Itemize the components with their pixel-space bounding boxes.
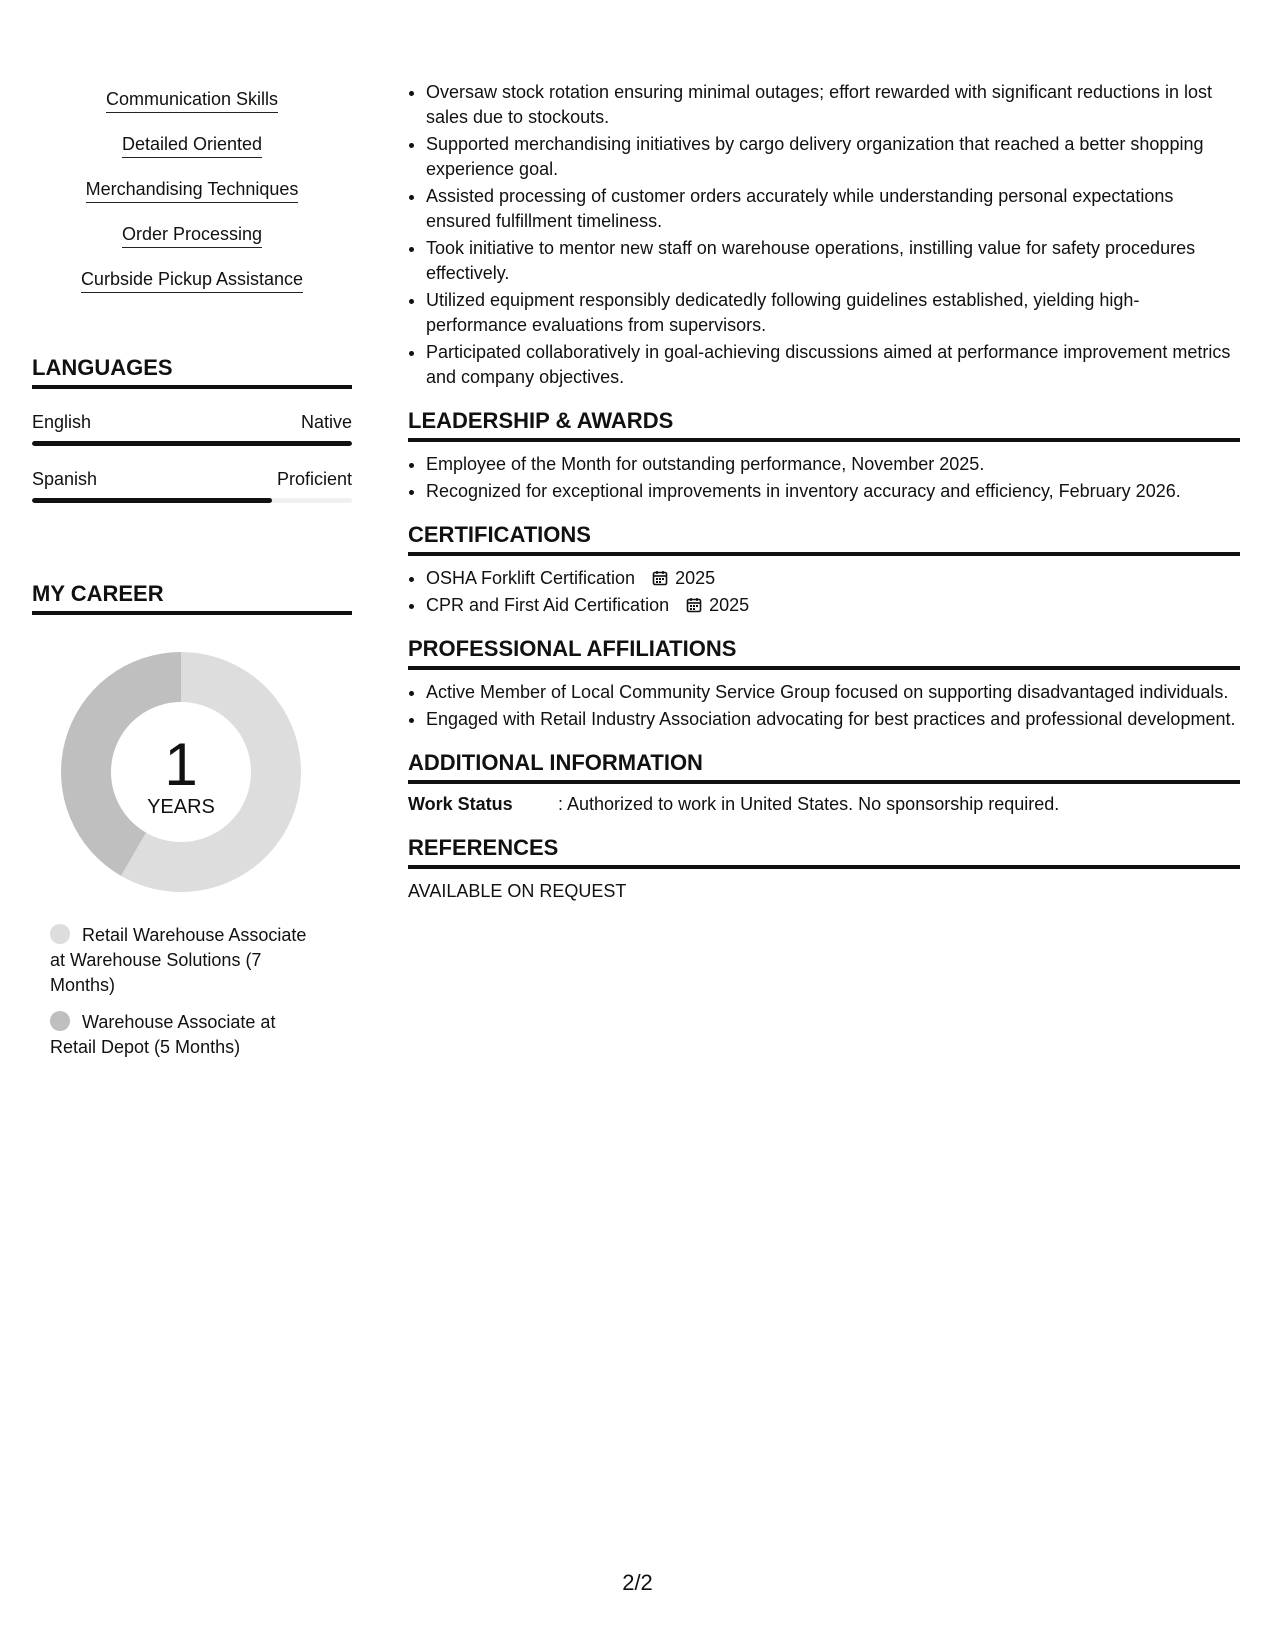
skill-label: Curbside Pickup Assistance [81, 260, 303, 293]
skill-label: Merchandising Techniques [86, 170, 299, 203]
award-item: • Recognized for exceptional improvements in inventory accuracy and efficiency, February 2026. [426, 479, 1240, 504]
legend-dot-icon [50, 924, 70, 944]
skill-label: Detailed Oriented [122, 125, 262, 158]
certification-name: OSHA Forklift Certification [426, 568, 636, 588]
languages-heading: LANGUAGES [32, 355, 352, 389]
career-heading: MY CAREER [32, 581, 352, 615]
language-name: English [32, 412, 92, 432]
certification-name: CPR and First Aid Certification [426, 595, 670, 615]
certification-item [426, 566, 1240, 591]
references-text: AVAILABLE ON REQUEST [408, 881, 627, 901]
skill-item [32, 170, 352, 215]
experience-bullet: • Participated collaboratively in goal-achieving discussions aimed at performance improvement metrics and company objectives. [426, 340, 1240, 390]
skills-list [32, 80, 352, 305]
references-section [408, 835, 1240, 904]
certification-item [426, 593, 1240, 618]
page-number: 2/2 [622, 1570, 653, 1595]
skill-label: Order Processing [122, 215, 262, 248]
career-total-years: 1 [164, 731, 198, 798]
affiliation-item: • Engaged with Retail Industry Association advocating for best practices and professional development. [426, 707, 1240, 732]
affiliations-section [408, 636, 1240, 732]
awards-heading: LEADERSHIP & AWARDS [408, 408, 1240, 442]
experience-bullets [408, 80, 1240, 390]
experience-bullet: • Took initiative to mentor new staff on warehouse operations, instilling value for safety procedures effectively. [426, 236, 1240, 286]
references-heading: REFERENCES [408, 835, 1240, 869]
language-level-bar [32, 498, 352, 503]
certification-year: 2025 [709, 595, 750, 615]
sidebar [32, 80, 352, 1072]
skill-item [32, 125, 352, 170]
language-level-fill [32, 498, 272, 503]
skill-label: Communication Skills [106, 80, 278, 113]
affiliation-item: • Active Member of Local Community Service Group focused on supporting disadvantaged individuals. [426, 680, 1240, 705]
experience-bullet: • Utilized equipment responsibly dedicatedly following guidelines established, yielding high-performance evaluations from supervisors. [426, 288, 1240, 338]
language-name: Spanish [32, 469, 98, 489]
skill-item [32, 260, 352, 305]
experience-bullet: • Oversaw stock rotation ensuring minimal outages; effort rewarded with significant reductions in lost sales due to stockouts. [426, 80, 1240, 130]
calendar-icon [652, 570, 668, 586]
language-spanish [32, 468, 352, 503]
career-years-unit: YEARS [147, 796, 215, 818]
career-donut-chart [56, 647, 306, 897]
additional-info-section [408, 750, 1240, 817]
career-legend [50, 923, 320, 1060]
language-level: Native [300, 412, 352, 432]
skill-item [32, 215, 352, 260]
career-role-label: Retail Warehouse Associate at Warehouse Solutions (7 Months) [50, 925, 307, 995]
certification-year: 2025 [675, 568, 716, 588]
award-item: • Employee of the Month for outstanding performance, November 2025. [426, 452, 1240, 477]
language-english [32, 411, 352, 446]
experience-bullet: • Assisted processing of customer orders accurately while understanding personal expectations ensured fulfillment timeliness. [426, 184, 1240, 234]
skill-item [32, 80, 352, 125]
affiliations-heading: PROFESSIONAL AFFILIATIONS [408, 636, 1240, 670]
awards-section [408, 408, 1240, 504]
legend-dot-icon [50, 1011, 70, 1031]
work-status-value: : Authorized to work in United States. No sponsorship required. [558, 794, 1060, 814]
main-content [408, 80, 1240, 904]
language-level: Proficient [276, 469, 352, 489]
language-level-bar [32, 441, 352, 446]
work-status-label: Work Status [408, 794, 513, 814]
career-legend-item [50, 923, 320, 998]
additional-info-heading: ADDITIONAL INFORMATION [408, 750, 1240, 784]
experience-bullet: • Supported merchandising initiatives by cargo delivery organization that reached a better shopping experience goal. [426, 132, 1240, 182]
donut-center [56, 647, 306, 897]
career-role-label: Warehouse Associate at Retail Depot (5 Months) [50, 1012, 276, 1057]
language-level-fill [32, 441, 352, 446]
certifications-section [408, 522, 1240, 618]
certifications-heading: CERTIFICATIONS [408, 522, 1240, 556]
career-legend-item [50, 1010, 320, 1060]
calendar-icon [686, 597, 702, 613]
